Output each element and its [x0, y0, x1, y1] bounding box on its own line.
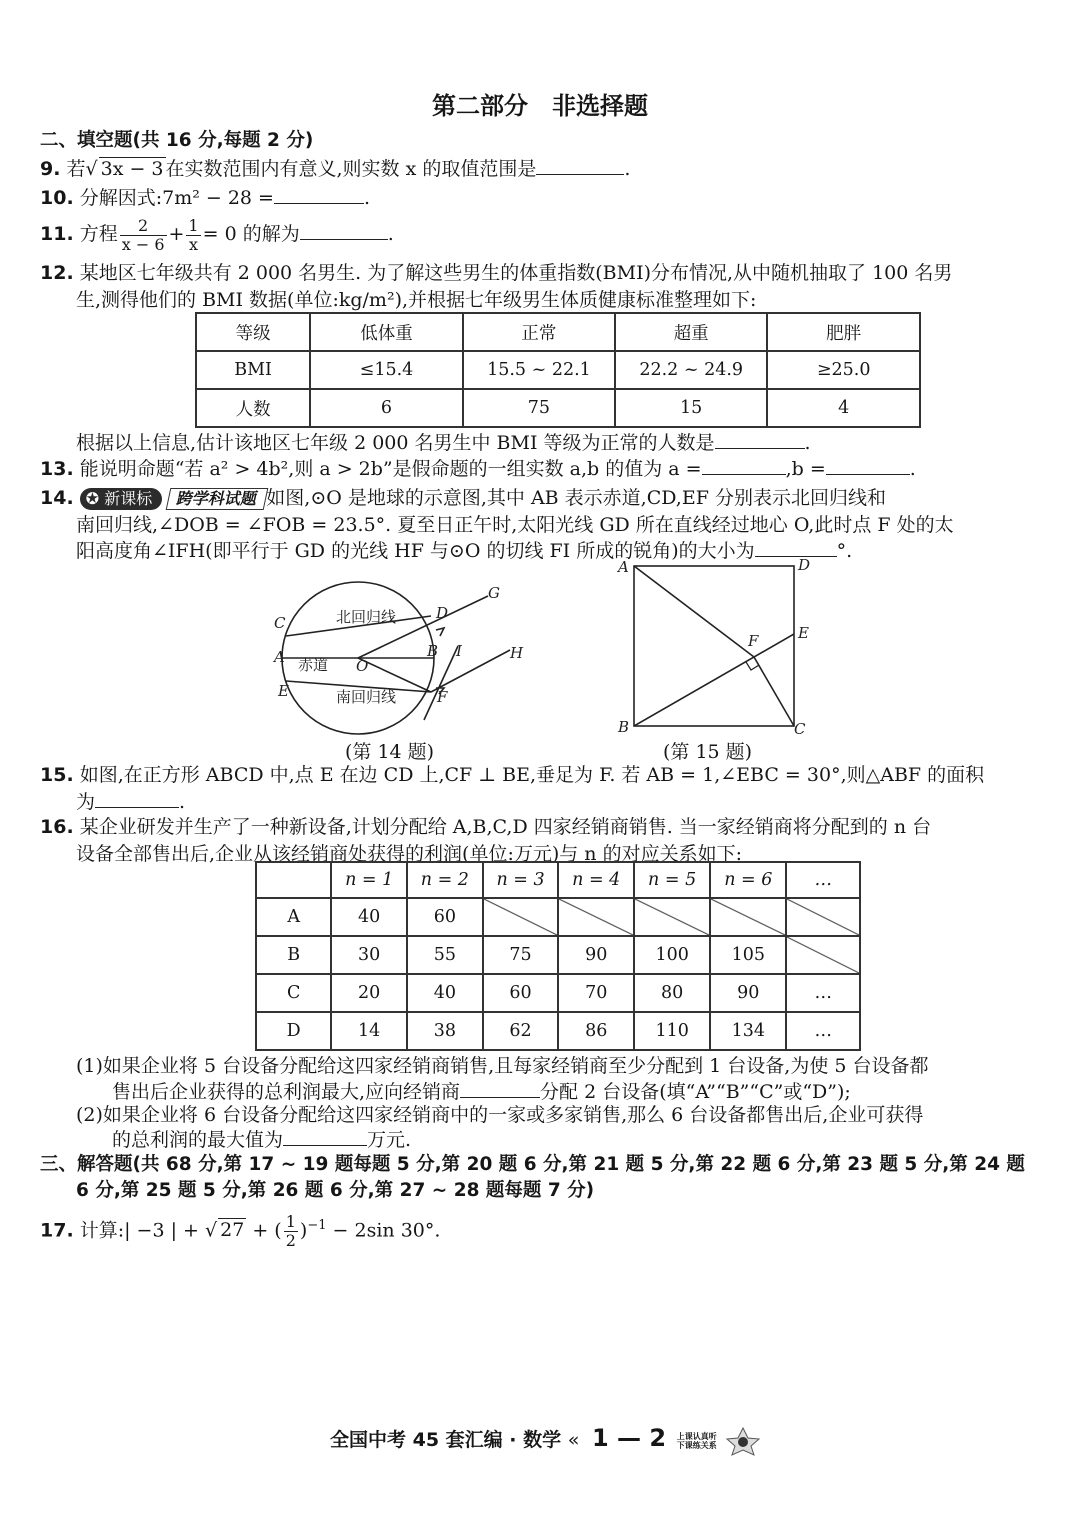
q13-blank-a[interactable] — [702, 456, 786, 475]
q15-number: 15. — [40, 764, 74, 786]
bmi-table-cell: ≤15.4 — [310, 351, 463, 389]
bmi-table-header-cell: 超重 — [615, 313, 767, 351]
q16-part1-line1: (1)如果企业将 5 台设备分配给这四家经销商销售,且每家经销商至少分配到 1 台设备,为使 5 台设备都 — [76, 1055, 929, 1077]
bmi-table-header-cell: 正常 — [463, 313, 615, 351]
distributor-table-row — [256, 974, 860, 1012]
bmi-table-header-cell: 等级 — [196, 313, 310, 351]
question-9: 9. 若√ 3x − 3 在实数范围内有意义,则实数 x 的取值范围是 . — [40, 158, 631, 180]
q9-number: 9. — [40, 158, 61, 180]
profit-cell: 90 — [558, 936, 634, 974]
q10-number: 10. — [40, 187, 74, 209]
bmi-table-row — [196, 389, 920, 427]
q11-text-b: = 0 的解为 — [202, 223, 300, 245]
q9-answer-blank[interactable] — [536, 156, 624, 175]
distributor-name-cell: B — [256, 936, 331, 974]
empty-struck-cell — [483, 898, 559, 936]
caption-14: (第 14 题) — [345, 741, 435, 763]
q17-number: 17. — [40, 1219, 74, 1242]
bmi-table-row — [196, 351, 920, 389]
section2-heading: 二、填空题(共 16 分,每题 2 分) — [40, 130, 314, 151]
label-D15: D — [798, 556, 811, 574]
segment-af — [634, 566, 754, 657]
q11-answer-blank[interactable] — [300, 221, 388, 240]
distributor-table-header-cell — [256, 862, 331, 898]
question-17: 17. 计算:| −3 | + √ 27 + ( $\frac{1}{2}$ )$^{-1}$ − 2sin 30°. — [40, 1211, 441, 1250]
distributor-table-row — [256, 898, 860, 936]
page-number: 1 — 2 — [592, 1424, 667, 1452]
q11-text-a: 方程 — [73, 223, 118, 245]
label-C15: C — [794, 720, 806, 736]
q14-answer-blank[interactable] — [755, 538, 837, 557]
q14-line-3 — [76, 538, 1040, 564]
q17-text-a: 计算:| −3 | + — [73, 1219, 206, 1242]
bmi-table-cell: 15 — [615, 389, 767, 427]
label-B15: B — [618, 718, 630, 736]
label-equator: 赤道 — [298, 656, 329, 674]
label-B: B — [427, 642, 439, 660]
question-10: 10. 分解因式:7m² − 28 = . — [40, 187, 371, 209]
sun-ray-gd — [358, 596, 488, 658]
q12-line-1 — [40, 260, 1040, 286]
q9-radicand: 3x − 3 — [100, 158, 164, 180]
distributor-name-cell: C — [256, 974, 331, 1012]
label-F: F — [437, 688, 448, 706]
q15-text-2: 为 — [76, 791, 96, 813]
bmi-table-row — [196, 313, 920, 351]
label-C: C — [274, 614, 286, 632]
bmi-table — [195, 312, 921, 428]
footer-arrows: « — [567, 1429, 580, 1451]
bmi-table-cell: ≥25.0 — [767, 351, 920, 389]
empty-struck-cell — [710, 898, 786, 936]
label-F15: F — [748, 632, 759, 650]
profit-cell: … — [786, 1012, 860, 1050]
q15-line-2: 为 . — [76, 791, 186, 813]
q13-text-a: 能说明命题“若 a² > 4b²,则 a > 2b”是假命题的一组实数 a,b 的值为 a = — [73, 458, 702, 480]
section3-line-1: 三、解答题(共 68 分,第 17 ~ 19 题每题 5 分,第 20 题 6 分,第 21 题 5 分,第 22 题 6 分,第 23 题 5 分,第 24 题 — [40, 1154, 1025, 1175]
q15-line-1 — [40, 762, 1040, 788]
q14-text-1: 如图,⊙O 是地球的示意图,其中 AB 表示赤道,CD,EF 分别表示北回归线和 — [266, 487, 886, 509]
q14-text-end: °. — [836, 540, 853, 562]
q16-p2-text-b: 万元. — [367, 1129, 412, 1151]
q16-line-1 — [40, 814, 1040, 840]
footer-slogan: 上课认真听 下课练关系 — [676, 1431, 717, 1450]
q15-answer-blank[interactable] — [95, 789, 179, 808]
q17-text-b: + ( — [246, 1219, 282, 1242]
profit-cell: 30 — [331, 936, 407, 974]
segment-be — [634, 634, 794, 726]
bmi-table-cell: BMI — [196, 351, 310, 389]
arrow-gd — [436, 628, 444, 636]
profit-cell: … — [786, 974, 860, 1012]
profit-cell: 60 — [483, 974, 559, 1012]
label-south-tropic: 南回归线 — [336, 688, 397, 706]
page-footer — [330, 1424, 763, 1456]
label-north-tropic: 北回归线 — [336, 608, 397, 626]
q13-text-b: ,b = — [785, 458, 826, 480]
profit-cell: 86 — [558, 1012, 634, 1050]
q17-fraction: $\frac{1}{2}$ — [285, 1211, 296, 1250]
q13-blank-b[interactable] — [826, 456, 910, 475]
q16-p1-answer-blank[interactable] — [460, 1079, 540, 1098]
profit-cell: 20 — [331, 974, 407, 1012]
square-abcd — [634, 566, 794, 726]
q12-after-text: 根据以上信息,估计该地区七年级 2 000 名男生中 BMI 等级为正常的人数是 — [76, 432, 715, 454]
bmi-table-cell: 15.5 ~ 22.1 — [463, 351, 615, 389]
question-11: 11. 方程 $\frac{2}{x - 6}$ + $\frac{1}{x}$ = 0 的解为 . — [40, 215, 394, 254]
bmi-table-header-cell: 低体重 — [310, 313, 463, 351]
question-13: 13. 能说明命题“若 a² > 4b²,则 a > 2b”是假命题的一组实数 a,b 的值为 a = ,b = . — [40, 458, 916, 480]
q16-p1-text-a: 售出后企业获得的总利润最大,应向经销商 — [112, 1081, 461, 1103]
footer-book-title: 全国中考 45 套汇编 · 数学 — [330, 1429, 562, 1451]
part-title: 第二部分 非选择题 — [432, 92, 648, 120]
profit-cell: 90 — [710, 974, 786, 1012]
section3-line-2: 6 分,第 25 题 5 分,第 26 题 6 分,第 27 ~ 28 题每题 7 分) — [76, 1180, 595, 1201]
q12-after: 根据以上信息,估计该地区七年级 2 000 名男生中 BMI 等级为正常的人数是 . — [76, 432, 811, 454]
q16-p1-text-b: 分配 2 台设备(填“A”“B”“C”或“D”); — [540, 1081, 851, 1103]
distributor-table-header-cell: … — [786, 862, 860, 898]
q17-radicand: 27 — [220, 1219, 245, 1242]
distributor-table-row — [256, 936, 860, 974]
distributor-table-header-cell: n = 4 — [558, 862, 634, 898]
label-A: A — [274, 648, 285, 666]
sun-ray-hf — [431, 650, 510, 692]
profit-cell: 100 — [634, 936, 710, 974]
q9-text-a: 若 — [60, 158, 86, 180]
bmi-table-header-cell: 肥胖 — [767, 313, 920, 351]
label-E: E — [278, 682, 289, 700]
profit-cell: 40 — [331, 898, 407, 936]
q14-line-2: 南回归线,∠DOB = ∠FOB = 23.5°. 夏至日正午时,太阳光线 GD 所在直线经过地心 O,此时点 F 处的太 — [76, 514, 954, 536]
q16-line-2: 设备全部售出后,企业从该经销商处获得的利润(单位:万元)与 n 的对应关系如下: — [76, 843, 742, 865]
label-I: I — [456, 642, 462, 660]
bmi-table-cell: 75 — [463, 389, 615, 427]
empty-struck-cell — [786, 936, 860, 974]
new-curriculum-badge: ✪ 新课标 — [80, 488, 163, 510]
profit-cell: 110 — [634, 1012, 710, 1050]
profit-cell: 105 — [710, 936, 786, 974]
q9-text-b: 在实数范围内有意义,则实数 x 的取值范围是 — [165, 158, 537, 180]
q17-text-d: − 2sin 30°. — [326, 1219, 441, 1242]
q14-line-1 — [40, 485, 1040, 511]
profit-cell: 134 — [710, 1012, 786, 1050]
label-H: H — [510, 644, 524, 662]
q16-number: 16. — [40, 816, 74, 838]
distributor-table-header-cell: n = 2 — [407, 862, 483, 898]
q12-answer-blank[interactable] — [715, 430, 805, 449]
q16-part2-line2 — [112, 1127, 1040, 1153]
q16-p2-text-a: 的总利润的最大值为 — [112, 1129, 284, 1151]
profit-cell: 40 — [407, 974, 483, 1012]
profit-cell: 62 — [483, 1012, 559, 1050]
q13-number: 13. — [40, 458, 74, 480]
empty-struck-cell — [634, 898, 710, 936]
q17-text-c: ) — [299, 1219, 308, 1242]
distributor-table-header-row — [256, 862, 860, 898]
empty-struck-cell — [786, 898, 860, 936]
profit-cell: 55 — [407, 936, 483, 974]
q12-text-1: 某地区七年级共有 2 000 名男生. 为了解这些男生的体重指数(BMI)分布情况,从中随机抽取了 100 名男 — [73, 262, 953, 284]
caption-15: (第 15 题) — [663, 741, 753, 763]
distributor-table-header-cell: n = 5 — [634, 862, 710, 898]
label-E15: E — [798, 624, 809, 642]
bmi-table-cell: 4 — [767, 389, 920, 427]
q11-plus: + — [168, 223, 185, 245]
label-A15: A — [618, 558, 629, 576]
label-G: G — [488, 584, 500, 602]
q14-number: 14. — [40, 487, 74, 509]
profit-cell: 80 — [634, 974, 710, 1012]
q15-text-1: 如图,在正方形 ABCD 中,点 E 在边 CD 上,CF ⊥ BE,垂足为 F. 若 AB = 1,∠EBC = 30°,则△ABF 的面积 — [73, 764, 985, 786]
q17-exponent: −1 — [307, 1218, 327, 1233]
distributor-name-cell: A — [256, 898, 331, 936]
bmi-table-cell: 人数 — [196, 389, 310, 427]
bmi-table-cell: 6 — [310, 389, 463, 427]
label-D: D — [436, 604, 449, 622]
q16-p2-answer-blank[interactable] — [283, 1127, 367, 1146]
q14-text-3: 阳高度角∠IFH(即平行于 GD 的光线 HF 与⊙O 的切线 FI 所成的锐角)的大小为 — [76, 540, 755, 562]
distributor-name-cell: D — [256, 1012, 331, 1050]
distributor-table-header-cell: n = 1 — [331, 862, 407, 898]
distributor-table-header-cell: n = 3 — [483, 862, 559, 898]
q10-answer-blank[interactable] — [274, 185, 364, 204]
figure-14-earth-diagram — [272, 570, 532, 740]
q11-number: 11. — [40, 223, 74, 245]
profit-cell: 60 — [407, 898, 483, 936]
q12-line-2: 生,测得他们的 BMI 数据(单位:kg/m²),并根据七年级男生体质健康标准整理如下: — [76, 289, 757, 311]
q12-number: 12. — [40, 262, 74, 284]
distributor-table-header-cell: n = 6 — [710, 862, 786, 898]
bmi-table-cell: 22.2 ~ 24.9 — [615, 351, 767, 389]
distributor-table-row — [256, 1012, 860, 1050]
label-O: O — [356, 657, 369, 675]
figure-15-square-diagram — [612, 556, 812, 736]
mascot-icon — [723, 1426, 763, 1456]
q16-text-1: 某企业研发并生产了一种新设备,计划分配给 A,B,C,D 四家经销商销售. 当一家经销商将分配到的 n 台 — [73, 816, 932, 838]
q16-part2-line1: (2)如果企业将 6 台设备分配给这四家经销商中的一家或多家销售,那么 6 台设备都售出后,企业可获得 — [76, 1104, 924, 1126]
profit-cell: 38 — [407, 1012, 483, 1050]
q11-fraction-2: $\frac{1}{x}$ — [188, 215, 199, 254]
profit-cell: 75 — [483, 936, 559, 974]
profit-cell: 70 — [558, 974, 634, 1012]
q11-fraction-1: $\frac{2}{x - 6}$ — [121, 215, 165, 254]
distributor-profit-table — [255, 861, 861, 1051]
q10-text: 分解因式:7m² − 28 = — [73, 187, 274, 209]
empty-struck-cell — [558, 898, 634, 936]
profit-cell: 14 — [331, 1012, 407, 1050]
interdisciplinary-badge: 跨学科试题 — [166, 488, 269, 510]
segment-cf — [754, 657, 794, 726]
